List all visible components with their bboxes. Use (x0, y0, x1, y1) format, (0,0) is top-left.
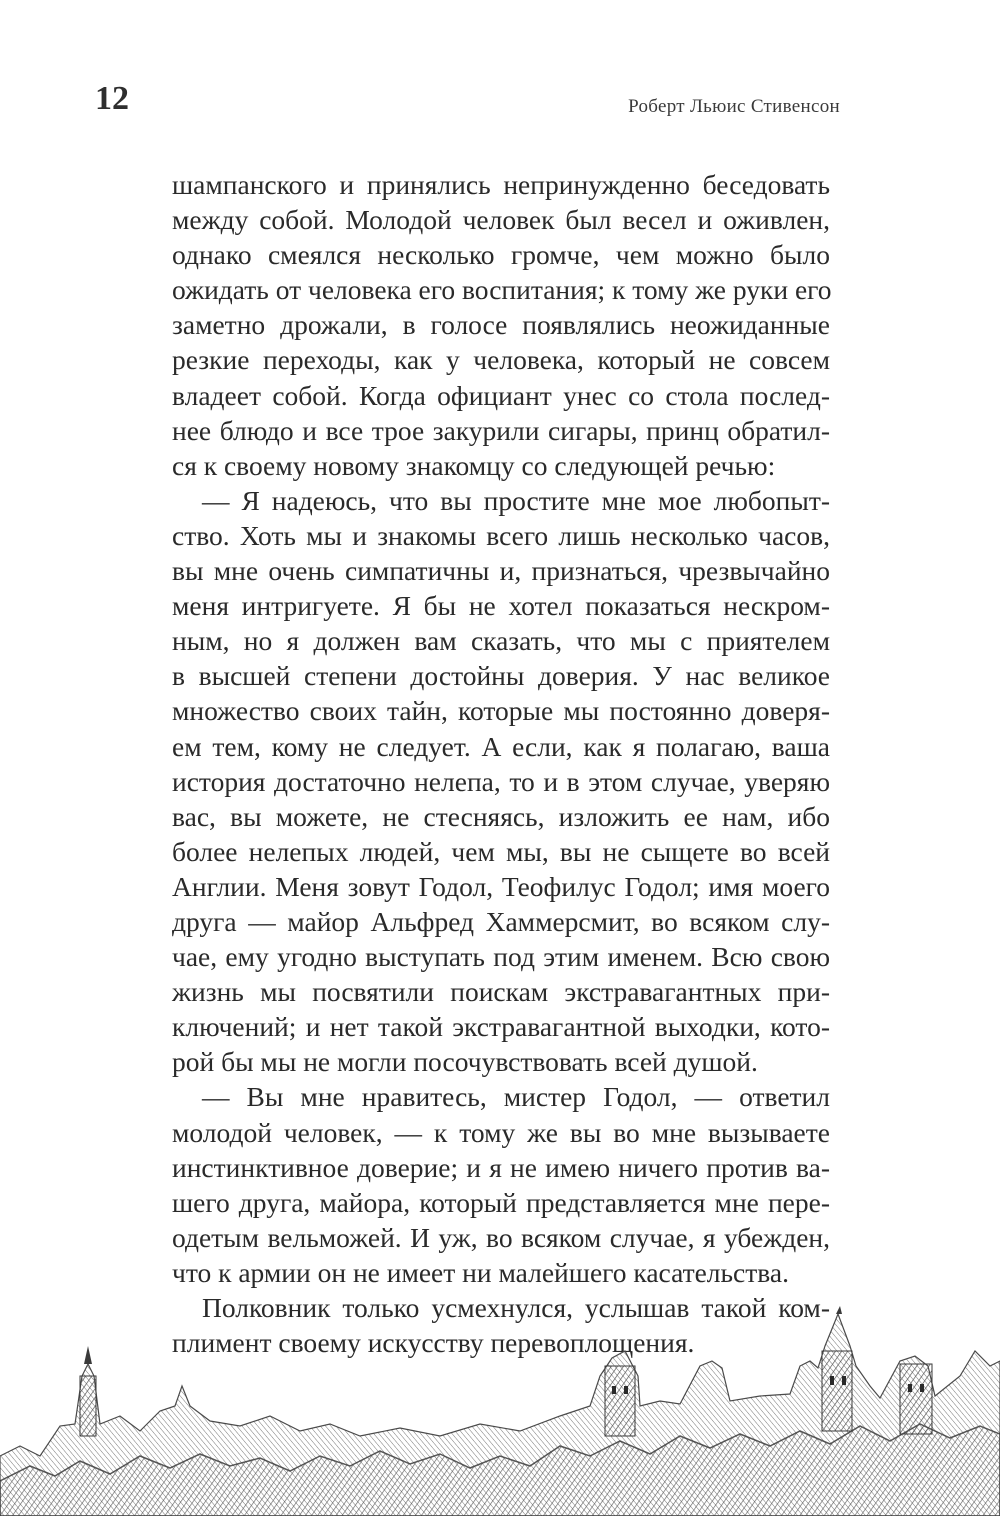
text-line: одетым вельможей. И уж, во всяком случае, я убежден, (172, 1221, 830, 1253)
text-line: что к армии он не имеет ни малейшего касательства. (172, 1256, 789, 1288)
text-line: Англии. Меня зовут Годол, Теофилус Годол; имя моего (172, 870, 830, 902)
text-line: более нелепых людей, чем мы, вы не сыщете во всей (172, 835, 830, 867)
left-tower (84, 1346, 92, 1364)
body-text (172, 167, 830, 1360)
text-line: ожидать от человека его воспитания; к тому же руки его (172, 274, 832, 306)
text-line: однако смеялся несколько громче, чем можно было (172, 239, 830, 271)
text-line: чае, ему угодно выступать под этим именем. Всю свою (172, 941, 830, 973)
tower-body-left (80, 1376, 96, 1436)
text-line: шего друга, майора, который представляется мне пере- (172, 1186, 830, 1218)
text-line: между собой. Молодой человек был весел и оживлен, (172, 204, 830, 236)
text-line: — Я надеюсь, что вы простите мне мое любопыт- (202, 484, 830, 516)
text-line: нее блюдо и все трое закурили сигары, принц обратил- (172, 414, 830, 446)
text-line: история достаточно нелепа, то и в этом случае, уверяю (172, 765, 830, 797)
text-line: — Вы мне нравитесь, мистер Годол, — ответил (202, 1081, 830, 1113)
text-line: ключений; и нет такой экстравагантной выходки, кото- (172, 1011, 830, 1043)
tower-windows (612, 1376, 924, 1394)
text-line: владеет собой. Когда официант унес со стола послед- (172, 379, 830, 411)
text-line: резкие переходы, как у человека, который не совсем (172, 344, 830, 376)
text-line: друга — майор Альфред Хаммерсмит, во всяком слу- (172, 905, 830, 937)
text-line: жизнь мы посвятили поискам экстравагантных при- (172, 976, 830, 1008)
text-line: в высшей степени достойны доверия. У нас великое (172, 660, 830, 692)
text-line: инстинктивное доверие; и я не имею ничего против ва- (172, 1151, 830, 1183)
right-spire (836, 1306, 842, 1314)
text-line: плимент своему искусству перевоплощения. (172, 1327, 695, 1359)
text-line: молодой человек, — к тому же вы во мне вызываете (172, 1116, 830, 1148)
text-line: вас, вы можете, не стесняясь, изложить ее нам, ибо (172, 800, 830, 832)
text-line: меня интригуете. Я бы не хотел показаться нескром- (172, 590, 830, 622)
tower-body-far-right (900, 1364, 932, 1434)
text-line: ство. Хоть мы и знакомы всего лишь несколько часов, (172, 519, 830, 551)
tower-body-right (822, 1351, 852, 1431)
text-line: ным, но я должен вам сказать, что мы с приятелем (172, 625, 830, 657)
text-line: рой бы мы не могли посочувствовать всей душой. (172, 1046, 758, 1078)
text-line: шампанского и принялись непринужденно беседовать (172, 169, 830, 200)
text-line: ем тем, кому не следует. А если, как я полагаю, ваша (172, 730, 830, 762)
tower-body-center (605, 1366, 635, 1436)
page-number: 12 (95, 80, 129, 117)
text-line: заметно дрожали, в голосе появлялись неожиданные (172, 309, 830, 341)
text-line: множество своих тайн, которые мы постоянно доверя- (172, 695, 830, 727)
text-line: Полковник только усмехнулся, услышав такой ком- (202, 1292, 830, 1323)
running-head-author: Роберт Льюис Стивенсон (628, 96, 840, 117)
text-line: ся к своему новому знакомцу со следующей речью: (172, 449, 776, 481)
cityscape-illustration (0, 1306, 1000, 1516)
text-line: вы мне очень симпатичны и, признаться, чрезвычайно (172, 555, 830, 587)
